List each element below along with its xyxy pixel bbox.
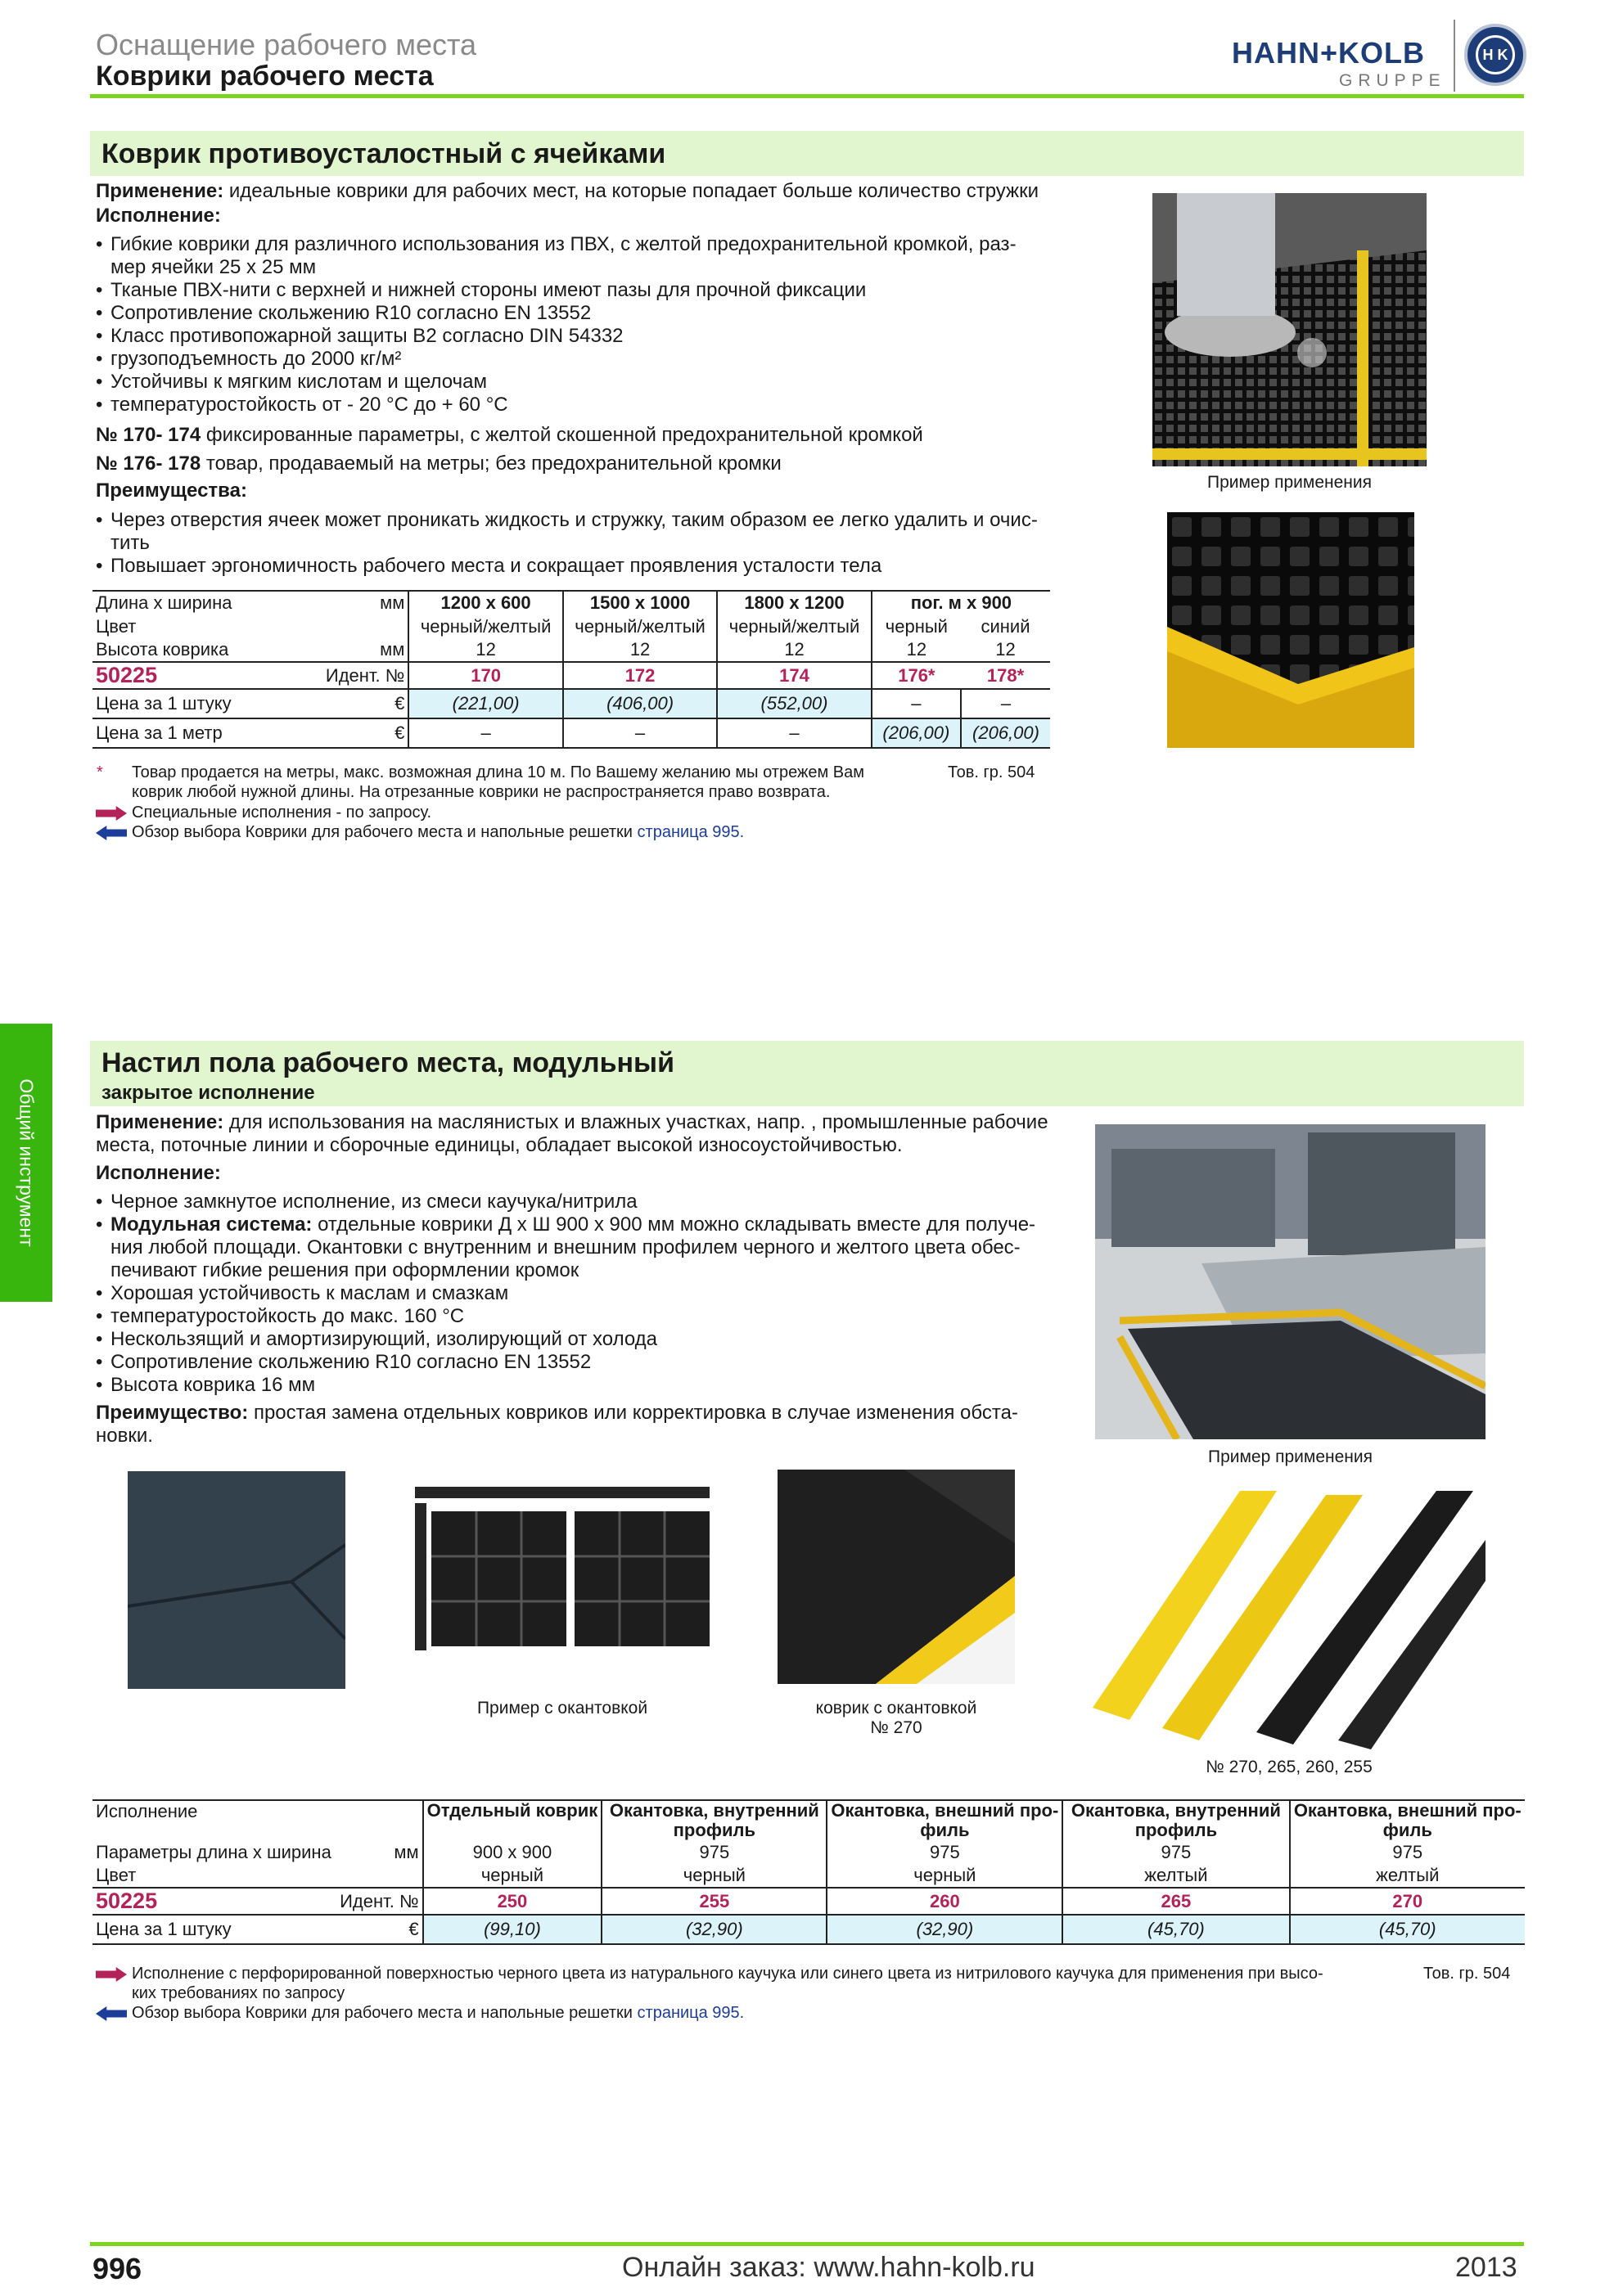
logo-letters: H K (1476, 35, 1515, 74)
price-cell: (221,00) (408, 689, 562, 718)
s1-note-170: № 170- 174 фиксированные параметры, с желтой скошенной предохранительной кромкой (96, 424, 923, 446)
s1-advantage: • Через отверстия ячеек может проникать жидкость и стружку, таким образом ее легко удалить и очис- (96, 509, 1038, 531)
s2-mat-edge-photo (778, 1470, 1015, 1684)
product-group: Тов. гр. 504 (948, 763, 1035, 781)
meter-price-cell: (206,00) (961, 718, 1050, 748)
s2-bullet: • Черное замкнутое исполнение, из смеси каучука/нитрила (96, 1191, 638, 1213)
s2-mat-photo (128, 1471, 345, 1689)
s2-mat-caption-1: коврик с окантовкой (815, 1699, 977, 1717)
s2-overview-note: Обзор выбора Коврики для рабочего места и напольные решетки страница 995. (132, 2004, 745, 2022)
meter-price-cell: – (717, 718, 871, 748)
workshop-photo-art (1095, 1124, 1485, 1439)
price-cell: (552,00) (717, 689, 871, 718)
arrow-right-icon (96, 806, 127, 821)
color-cell: черный (827, 1864, 1062, 1888)
s1-bullet: • Тканые ПВХ-нити с верхней и нижней стороны имеют пазы для прочной фиксации (96, 279, 867, 301)
row-label: Цвет (92, 1864, 335, 1888)
special-versions: Специальные исполнения - по запросу. (132, 804, 432, 822)
article-id[interactable]: 270 (1290, 1888, 1525, 1915)
s2-application-photo (1095, 1124, 1485, 1439)
article-id[interactable]: 265 (1062, 1888, 1289, 1915)
color-cell: черный (602, 1864, 827, 1888)
exec-cell: Отдельный коврик (423, 1800, 602, 1840)
meter-price-cell: – (408, 718, 562, 748)
s2-note-line-2: ких требованиях по запросу (132, 1984, 345, 2002)
s2-edging-photo (411, 1479, 714, 1654)
arrow-left-icon (96, 2006, 127, 2021)
color-cell: черный/желтый (408, 615, 562, 638)
s2-bullet: • Модульная система: отдельные коврики Д x Ш 900 x 900 мм можно складывать вместе для получе- (96, 1213, 1036, 1236)
article-id[interactable]: 174 (717, 662, 871, 689)
s1-application-photo (1152, 193, 1427, 466)
size-cell: 975 (827, 1840, 1062, 1864)
mat-surface-art (128, 1471, 345, 1689)
s1-advantage-cont: тить (110, 532, 150, 554)
s2-bullet: • Сопротивление скольжению R10 согласно EN 13552 (96, 1351, 592, 1373)
s2-photo-caption: Пример применения (1207, 1447, 1373, 1466)
section2-title: Настил пола рабочего места, модульный (101, 1047, 674, 1078)
price-cell: (32,90) (602, 1915, 827, 1944)
article-id[interactable]: 176* (872, 662, 961, 689)
footer-year: 2013 (1455, 2252, 1517, 2283)
overview-note: Обзор выбора Коврики для рабочего места и напольные решетки страница 995. (132, 823, 745, 841)
s1-closeup-photo (1167, 512, 1414, 748)
s2-bullet-cont: ния любой площади. Окантовки с внутренним и внешним профилем черного и желтого цвета обес- (110, 1236, 1021, 1258)
exec-cell: Окантовка, внешний про- филь (827, 1800, 1062, 1840)
color-cell: черный (872, 615, 961, 638)
s2-bullet-cont: печивают гибкие решения при оформлении кромок (110, 1259, 579, 1281)
side-tab-label: Общий инструмент (16, 1078, 38, 1247)
row-label: Длина x ширина (96, 592, 232, 613)
color-cell: желтый (1062, 1864, 1289, 1888)
s2-bullet: • Нескользящий и амортизирующий, изолирующий от холода (96, 1328, 658, 1350)
s1-note-176: № 176- 178 товар, продаваемый на метры; без предохранительной кромки (96, 452, 782, 475)
s1-execution-label: Исполнение: (96, 205, 221, 227)
meter-price-cell: – (563, 718, 717, 748)
s2-strips-caption: № 270, 265, 260, 255 (1206, 1758, 1373, 1776)
row-label: Исполнение (96, 1801, 198, 1821)
brand-logo-icon (1464, 24, 1526, 86)
row-label: Параметры длина x ширина (96, 1841, 331, 1862)
footnote-line-2: коврик любой нужной длины. На отрезанные коврики не распространяется право возврата. (132, 783, 831, 801)
currency: € (320, 689, 408, 718)
s1-application-label: Применение: (96, 180, 224, 202)
s2-advantage: Преимущество: простая замена отдельных ковриков или корректировка в случае изменения обста- (96, 1402, 1018, 1424)
price-cell: – (872, 689, 961, 718)
color-cell: желтый (1290, 1864, 1525, 1888)
s1-bullet: • Устойчивы к мягким кислотам и щелочам (96, 371, 487, 393)
row-label: Цена за 1 метр (92, 718, 320, 748)
footnote-star: * (97, 763, 103, 781)
section2-band (90, 1041, 1524, 1106)
size-cell: 900 x 900 (423, 1840, 602, 1864)
article-id[interactable]: 255 (602, 1888, 827, 1915)
unit: мм (380, 592, 405, 613)
s2-note-line-1: Исполнение с перфорированной поверхностью черного цвета из натурального каучука или синего цвета из нитрилового каучука для применения при высо- (132, 1965, 1323, 1983)
footnote-line-1: Товар продается на метры, макс. возможная длина 10 м. По Вашему желанию мы отрежем Вам (132, 763, 864, 781)
s2-application: Применение: для использования на маслянистых и влажных участках, напр. , промышленные рабочие (96, 1111, 1048, 1133)
size-cell: 975 (1290, 1840, 1525, 1864)
s1-bullet-cont: мер ячейки 25 x 25 мм (110, 256, 317, 278)
price-cell: (99,10) (423, 1915, 602, 1944)
s2-bullet: • Хорошая устойчивость к маслам и смазкам (96, 1282, 509, 1304)
section2-subtitle: закрытое исполнение (101, 1082, 315, 1104)
article-id[interactable]: 172 (563, 662, 717, 689)
s1-bullet: • Класс противопожарной защиты B2 согласно DIN 54332 (96, 325, 624, 347)
header-title: Коврики рабочего места (96, 61, 434, 92)
section1-title: Коврик противоусталостный с ячейками (101, 138, 666, 169)
overview-link[interactable]: страница 995. (637, 823, 745, 841)
price-cell: (45,70) (1290, 1915, 1525, 1944)
article-id[interactable]: 170 (408, 662, 562, 689)
row-label: Цена за 1 штуку (92, 1915, 335, 1944)
header-category: Оснащение рабочего места (96, 28, 477, 61)
currency: € (320, 718, 408, 748)
s1-bullet: • грузоподъемность до 2000 кг/м² (96, 348, 402, 370)
height-cell: 12 (717, 638, 871, 662)
side-tab[interactable] (0, 1024, 52, 1302)
height-cell: 12 (961, 638, 1050, 662)
s2-bullet: • Высота коврика 16 мм (96, 1374, 316, 1396)
color-cell: синий (981, 615, 1030, 637)
size-cell: 975 (602, 1840, 827, 1864)
arrow-right-icon (96, 1967, 127, 1982)
edging-strips-art (1093, 1483, 1485, 1749)
s1-bullet: • Гибкие коврики для различного использования из ПВХ, с желтой предохранительной кромкой, раз- (96, 233, 1017, 255)
price-cell: – (961, 689, 1050, 718)
row-label: Цвет (96, 615, 137, 637)
s2-execution-label: Исполнение: (96, 1162, 221, 1184)
s2-bullet: • температуростойкость до макс. 160 °C (96, 1305, 465, 1327)
page-number: 996 (92, 2252, 142, 2285)
mat-closeup-art (1167, 512, 1414, 748)
size-cell: 975 (1062, 1840, 1289, 1864)
currency: € (335, 1915, 423, 1944)
section1-band (90, 131, 1524, 176)
s2-spec-table (92, 1799, 1525, 1945)
s2-strips-photo (1093, 1483, 1485, 1749)
s1-spec-table (92, 590, 1050, 749)
row-label: Цена за 1 штуку (92, 689, 320, 718)
color-cell: черный/желтый (563, 615, 717, 638)
size-cell: пог. м x 900 (872, 591, 1050, 615)
catalog-number: 50225 (92, 662, 320, 689)
size-cell: 1200 x 600 (408, 591, 562, 615)
arrow-left-icon (96, 826, 127, 840)
footer-rule (90, 2242, 1524, 2246)
modular-edging-art (411, 1479, 714, 1654)
row-label: Высота коврика (92, 638, 320, 662)
overview-link[interactable]: страница 995. (637, 2004, 745, 2022)
color-cell: черный (423, 1864, 602, 1888)
unit: мм (394, 1841, 419, 1862)
height-cell: 12 (872, 638, 961, 662)
price-cell: (45,70) (1062, 1915, 1289, 1944)
color-cell: черный/желтый (717, 615, 871, 638)
price-cell: (32,90) (827, 1915, 1062, 1944)
height-cell: 12 (408, 638, 562, 662)
brand-name: HAHN+KOLB (1232, 36, 1426, 70)
id-label: Идент. № (320, 662, 408, 689)
article-id[interactable]: 260 (827, 1888, 1062, 1915)
price-cell: (406,00) (563, 689, 717, 718)
s2-mat-caption-2: № 270 (870, 1718, 922, 1737)
brand-subtitle: GRUPPE (1339, 71, 1446, 90)
s2-product-group: Тов. гр. 504 (1423, 1965, 1511, 1983)
s2-advantage-cont: новки. (96, 1425, 153, 1447)
size-cell: 1800 x 1200 (717, 591, 871, 615)
brand-divider (1454, 20, 1455, 92)
meter-price-cell: (206,00) (872, 718, 961, 748)
catalog-number: 50225 (92, 1888, 335, 1915)
exec-cell: Окантовка, внешний про- филь (1290, 1800, 1525, 1840)
grid-mat-photo-art (1152, 193, 1427, 466)
online-order[interactable]: Онлайн заказ: www.hahn-kolb.ru (622, 2252, 1035, 2283)
id-label: Идент. № (335, 1888, 423, 1915)
s1-bullet: • температуростойкость от - 20 °C до + 60 °C (96, 394, 508, 416)
header-rule (90, 94, 1524, 98)
s1-application-text: идеальные коврики для рабочих мест, на которые попадает больше количество стружки (228, 180, 1039, 202)
height-cell: 12 (563, 638, 717, 662)
s2-application-cont: места, поточные линии и сборочные единицы, обладает высокой износоустойчивостью. (96, 1134, 903, 1156)
exec-cell: Окантовка, внутренний профиль (1062, 1800, 1289, 1840)
mat-with-edging-art (778, 1470, 1015, 1684)
s1-photo-caption: Пример применения (1206, 473, 1372, 492)
size-cell: 1500 x 1000 (563, 591, 717, 615)
s1-bullet: • Сопротивление скольжению R10 согласно EN 13552 (96, 302, 592, 324)
unit: мм (320, 638, 408, 662)
s1-advantages-label: Преимущества: (96, 479, 247, 502)
s1-advantage: • Повышает эргономичность рабочего места и сокращает проявления усталости тела (96, 555, 882, 577)
s2-edging-caption: Пример с окантовкой (476, 1699, 648, 1717)
article-id[interactable]: 178* (961, 662, 1050, 689)
exec-cell: Окантовка, внутренний профиль (602, 1800, 827, 1840)
article-id[interactable]: 250 (423, 1888, 602, 1915)
s1-application (96, 180, 1039, 203)
